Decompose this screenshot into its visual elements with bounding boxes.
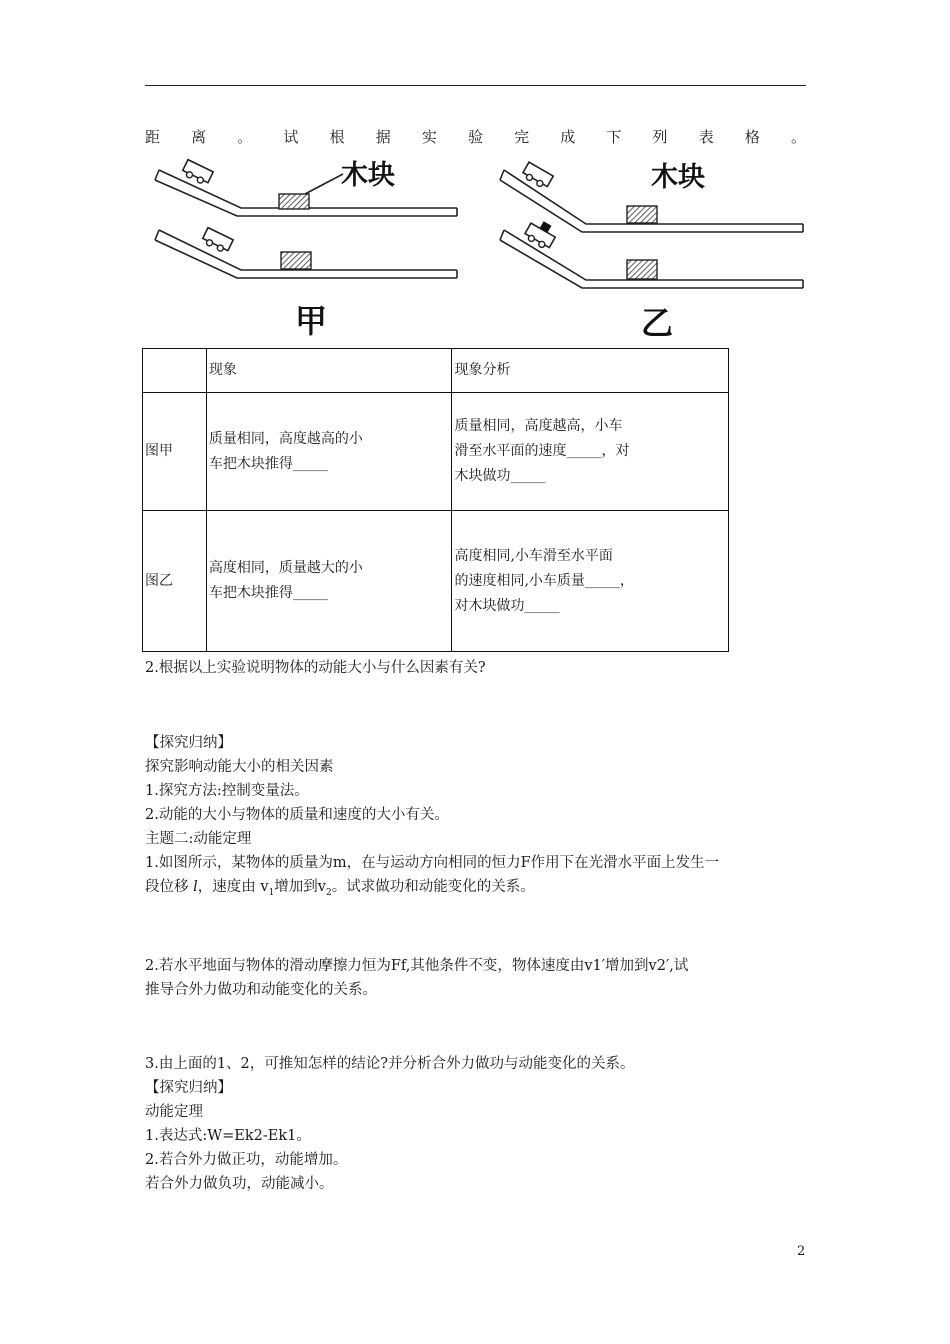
figure-block-label-left: 木块 bbox=[341, 160, 395, 191]
row-label: 图甲 bbox=[143, 393, 207, 511]
intro-char: 距 bbox=[145, 128, 161, 146]
cart-b-top-icon bbox=[521, 162, 553, 190]
phenomenon-cell: 质量相同，高度越高的小 车把木块推得_____ bbox=[206, 393, 452, 511]
wood-block-b-top bbox=[627, 206, 657, 223]
header-empty bbox=[143, 349, 207, 393]
theme2-q1-line2: 段位移 l，速度由 $v_1$增加到$v_2$。试求做功和动能变化的关系。 bbox=[145, 879, 535, 898]
summary-heading: 【探究归纳】 bbox=[145, 735, 232, 751]
intro-char: 实 bbox=[421, 128, 437, 146]
summary-heading: 【探究归纳】 bbox=[145, 1080, 232, 1096]
intro-char: 根 bbox=[329, 128, 345, 146]
summary-title: 探究影响动能大小的相关因素 bbox=[145, 759, 334, 775]
observation-table bbox=[142, 348, 729, 652]
intro-char: 据 bbox=[375, 128, 391, 146]
intro-char: 列 bbox=[652, 128, 668, 146]
theme2-q2: 2.若水平地面与物体的滑动摩擦力恒为Ff,其他条件不变，物体速度由v1′增加到v2′,试 推导合外力做功和动能变化的关系。 bbox=[145, 958, 689, 998]
header-analysis: 现象分析 bbox=[452, 349, 729, 393]
analysis-cell: 质量相同，高度越高，小车 滑至水平面的速度_____，对 木块做功_____ bbox=[452, 393, 729, 511]
intro-char: 离 bbox=[191, 128, 207, 146]
table-row bbox=[143, 511, 729, 652]
intro-char: 完 bbox=[514, 128, 530, 146]
wood-block-a-bottom bbox=[281, 252, 311, 269]
intro-char: 。 bbox=[790, 128, 806, 146]
figure-label-left: 甲 bbox=[295, 302, 328, 340]
row-label: 图乙 bbox=[143, 511, 207, 652]
summary-item: 1.表达式:W=Ek2-Ek1。 bbox=[145, 1128, 311, 1144]
table-header-row bbox=[143, 349, 729, 393]
header-phenomenon: 现象 bbox=[206, 349, 452, 393]
theme2-q1-line1: 1.如图所示，某物体的质量为m，在与运动方向相同的恒力F作用下在光滑水平面上发生一 bbox=[145, 855, 720, 871]
table-row bbox=[143, 393, 729, 511]
figure-block-label-right: 木块 bbox=[651, 162, 705, 193]
intro-char: 。 bbox=[237, 128, 253, 146]
question-2: 2.根据以上实验说明物体的动能大小与什么因素有关? bbox=[145, 660, 486, 676]
intro-line bbox=[145, 126, 806, 147]
theme-title: 主题二:动能定理 bbox=[145, 831, 252, 847]
cart-a-bottom-icon bbox=[201, 228, 233, 255]
page-number: 2 bbox=[797, 1244, 806, 1259]
summary-item: 2.动能的大小与物体的质量和速度的大小有关。 bbox=[145, 807, 449, 823]
summary-item: 1.探究方法:控制变量法。 bbox=[145, 783, 309, 799]
summary-1 bbox=[145, 731, 815, 905]
wood-block-a-top bbox=[279, 194, 309, 209]
analysis-cell: 高度相同,小车滑至水平面 的速度相同,小车质量_____， 对木块做功_____ bbox=[452, 511, 729, 652]
experiment-figure bbox=[145, 152, 825, 347]
summary-title: 动能定理 bbox=[145, 1104, 203, 1120]
intro-char: 验 bbox=[467, 128, 483, 146]
intro-char: 下 bbox=[606, 128, 622, 146]
wood-block-b-bottom bbox=[627, 260, 657, 279]
intro-char: 成 bbox=[560, 128, 576, 146]
theme2-q3-block bbox=[145, 1052, 815, 1196]
figure-label-right: 乙 bbox=[641, 304, 674, 342]
phenomenon-cell: 高度相同，质量越大的小 车把木块推得_____ bbox=[206, 511, 452, 652]
summary-item: 2.若合外力做正功，动能增加。 bbox=[145, 1152, 348, 1168]
intro-char: 试 bbox=[283, 128, 299, 146]
theme2-q3: 3.由上面的1、2，可推知怎样的结论?并分析合外力做功与动能变化的关系。 bbox=[145, 1056, 635, 1072]
intro-char: 表 bbox=[698, 128, 714, 146]
summary-item: 若合外力做负功，动能减小。 bbox=[145, 1176, 334, 1192]
intro-char: 格 bbox=[744, 128, 760, 146]
header-rule bbox=[145, 85, 806, 86]
